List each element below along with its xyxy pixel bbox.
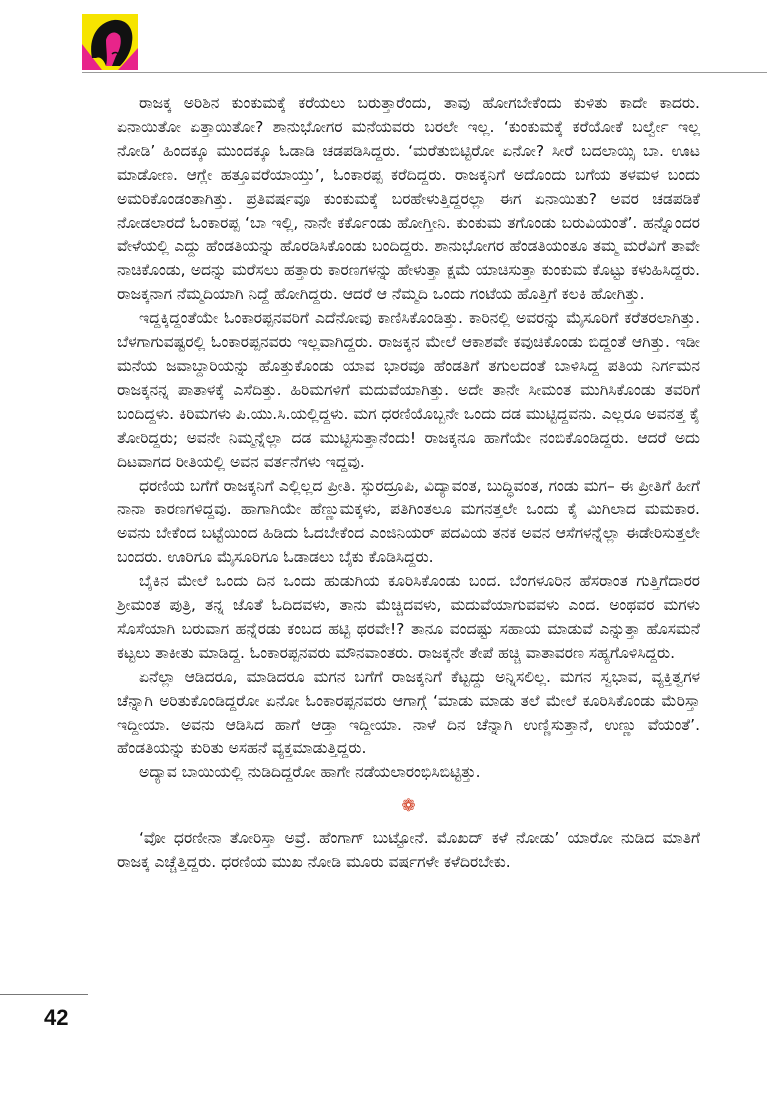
footer-divider [0, 994, 88, 995]
paragraph: ‘ವೋ ಧರಣೀನಾ ತೋರಿಸ್ತಾ ಅವ್ರೆ. ಹೆಂಗಾಗ್ ಬುಟ್ಟೋನೆ. ಮೊಖದ್ ಕಳೆ ನೋಡು’ ಯಾರೋ ನುಡಿದ ಮಾತಿಗೆ ರಾಜಕ್ಕ ಎಚ್ಚೆತ್ತಿದ್ದರು. ಧರಣಿಯ ಮುಖ ನೋಡಿ ಮೂರು ವರ್ಷಗಳೇ ಕಳೆದಿರಬೇಕು. [117, 829, 700, 872]
paragraph: ಇದ್ದಕ್ಕಿದ್ದಂತೆಯೇ ಓಂಕಾರಪ್ಪನವರಿಗೆ ಎದೆನೋವು ಕಾಣಿಸಿಕೊಂಡಿತ್ತು. ಕಾರಿನಲ್ಲಿ ಅವರನ್ನು ಮೈಸೂರಿಗೆ ಕರೆತರಲಾಗಿತ್ತು. ಬೆಳಗಾಗುವಷ್ಟರಲ್ಲಿ ಓಂಕಾರಪ್ಪನವರು ಇಲ್ಲವಾಗಿದ್ದರು. ರಾಜಕ್ಕನ ಮೇಲೆ ಆಕಾಶವೇ ಕವುಚಿಕೊಂಡು ಬಿದ್ದಂತೆ ಆಗಿತ್ತು. ಇಡೀ ಮನೆಯ ಜವಾಬ್ದಾರಿಯನ್ನು ಹೊತ್ತುಕೊಂಡು ಯಾವ ಭಾರವೂ ಹೆಂಡತಿಗೆ ತಗುಲದಂತೆ ಬಾಳಿಸಿದ್ದ ಪತಿಯ ನಿರ್ಗಮನ ರಾಜಕ್ಕನನ್ನ ಪಾತಾಳಕ್ಕೆ ಎಸೆದಿತ್ತು. ಹಿರಿಮಗಳಿಗೆ ಮದುವೆಯಾಗಿತ್ತು. ಅದೇ ತಾನೇ ಸೀಮಂತ ಮುಗಿಸಿಕೊಂಡು ತವರಿಗೆ ಬಂದಿದ್ದಳು. ಕಿರಿಮಗಳು ಪಿ.ಯು.ಸಿ.ಯಲ್ಲಿದ್ದಳು. ಮಗ ಧರಣಿಯೊಬ್ಬನೇ ಒಂದು ದಡ ಮುಟ್ಟಿದ್ದವನು. ಎಲ್ಲರೂ ಅವನತ್ತ ಕೈ ತೋರಿದ್ದರು; ಅವನೇ ನಿಮ್ಮನ್ನೆಲ್ಲಾ ದಡ ಮುಟ್ಟಿಸುತ್ತಾನೆಂದು! ರಾಜಕ್ಕನೂ ಹಾಗೆಯೇ ನಂಬಿಕೊಂಡಿದ್ದರು. ಆದರೆ ಅದು ದಿಟವಾಗದ ರೀತಿಯಲ್ಲಿ ಅವನ ವರ್ತನೆಗಳು ಇದ್ದವು. [117, 309, 700, 471]
paragraph: ಧರಣಿಯ ಬಗೆಗೆ ರಾಜಕ್ಕನಿಗೆ ಎಲ್ಲಿಲ್ಲದ ಪ್ರೀತಿ. ಸ್ಫುರದ್ರೂಪಿ, ವಿದ್ಯಾವಂತ, ಬುದ್ಧಿವಂತ, ಗಂಡು ಮಗ– ಈ ಪ್ರೀತಿಗೆ ಹೀಗೆ ನಾನಾ ಕಾರಣಗಳಿದ್ದವು. ಹಾಗಾಗಿಯೇ ಹೆಣ್ಣುಮಕ್ಕಳು, ಪತಿಗಿಂತಲೂ ಮಗನತ್ತಲೇ ಒಂದು ಕೈ ಮಿಗಿಲಾದ ಮಮಕಾರ. ಅವನು ಬೇಕೆಂದ ಬಟ್ಟೆಯಿಂದ ಹಿಡಿದು ಓದಬೇಕೆಂದ ಎಂಜಿನಿಯರ್ ಪದವಿಯ ತನಕ ಅವನ ಆಸೆಗಳನ್ನೆಲ್ಲಾ ಈಡೇರಿಸುತ್ತಲೇ ಬಂದರು. ಊರಿಗೂ ಮೈಸೂರಿಗೂ ಓಡಾಡಲು ಬೈಕು ಕೊಡಿಸಿದ್ದರು. [117, 476, 700, 567]
header-divider [82, 72, 767, 73]
woman-profile-icon [82, 14, 138, 70]
paragraph: ಬೈಕಿನ ಮೇಲೆ ಒಂದು ದಿನ ಒಂದು ಹುಡುಗಿಯ ಕೂರಿಸಿಕೊಂಡು ಬಂದ. ಬೆಂಗಳೂರಿನ ಹೆಸರಾಂತ ಗುತ್ತಿಗೆದಾರರ ಶ್ರೀಮಂತ ಪುತ್ರಿ, ತನ್ನ ಜೊತೆ ಓದಿದವಳು, ತಾನು ಮೆಚ್ಚಿದವಳು, ಮದುವೆಯಾಗುವವಳು ಎಂದ. ಅಂಥವರ ಮಗಳು ಸೊಸೆಯಾಗಿ ಬರುವಾಗ ಹನ್ನೆರಡು ಕಂಬದ ಹಟ್ಟಿ ಥರವೇ!? ತಾನೂ ವಂದಷ್ಟು ಸಹಾಯ ಮಾಡುವೆ ಎನ್ನುತ್ತಾ ಹೊಸಮನೆ ಕಟ್ಟಲು ತಾಕೀತು ಮಾಡಿದ್ದ. ಓಂಕಾರಪ್ಪನವರು ಮೌನವಾಂತರು. ರಾಜಕ್ಕನೇ ತೇಪೆ ಹಚ್ಚಿ ವಾತಾವರಣ ಸಹ್ಯಗೊಳಿಸಿದ್ದರು. [117, 572, 700, 662]
paragraph: ಏನೆಲ್ಲಾ ಆಡಿದರೂ, ಮಾಡಿದರೂ ಮಗನ ಬಗೆಗೆ ರಾಜಕ್ಕನಿಗೆ ಕೆಟ್ಟದ್ದು ಅನ್ನಿಸಲಿಲ್ಲ. ಮಗನ ಸ್ವಭಾವ, ವ್ಯಕ್ತಿತ್ವಗಳ ಚೆನ್ನಾಗಿ ಅರಿತುಕೊಂಡಿದ್ದರೋ ಏನೋ ಓಂಕಾರಪ್ಪನವರು ಆಗಾಗ್ಗೆ ‘ಮಾಡು ಮಾಡು ತಲೆ ಮೇಲೆ ಕೂರಿಸಿಕೊಂಡು ಮೆರಿಸ್ತಾ ಇದ್ದೀಯಾ. ಅವನು ಆಡಿಸಿದ ಹಾಗೆ ಆಡ್ತಾ ಇದ್ದೀಯಾ. ನಾಳೆ ದಿನ ಚೆನ್ನಾಗಿ ಉಣ್ಣಿಸುತ್ತಾನೆ, ಉಣ್ಣು ವೆಯಂತೆ’. ಹೆಂಡತಿಯನ್ನು ಕುರಿತು ಅಸಹನೆ ವ್ಯಕ್ತಮಾಡುತ್ತಿದ್ದರು. [117, 667, 700, 758]
paragraph: ರಾಜಕ್ಕ ಅರಿಶಿನ ಕುಂಕುಮಕ್ಕೆ ಕರೆಯಲು ಬರುತ್ತಾರೆಂದು, ತಾವು ಹೋಗಬೇಕೆಂದು ಕುಳಿತು ಕಾದೇ ಕಾದರು. ಏನಾಯಿತೋ ಏತ್ತಾಯಿತೋ? ಶಾನುಭೋಗರ ಮನೆಯವರು ಬರಲೇ ಇಲ್ಲ. ‘ಕುಂಕುಮಕ್ಕೆ ಕರೆಯೋಕೆ ಬರ್ಲ್ವೇ ಇಲ್ಲ ನೋಡಿ’ ಹಿಂದಕ್ಕೂ ಮುಂದಕ್ಕೂ ಓಡಾಡಿ ಚಡಪಡಿಸಿದ್ದರು. ‘ಮರೆತುಬಿಟ್ಟಿರೋ ಏನೋ? ಸೀರೆ ಬದಲಾಯ್ಸಿ ಬಾ. ಊಟ ಮಾಡೋಣ. ಆಗ್ಲೇ ಹತ್ತೂವರೆಯಾಯ್ತು’, ಓಂಕಾರಪ್ಪ ಕರೆದಿದ್ದರು. ರಾಜಕ್ಕನಿಗೆ ಅದೊಂದು ಬಗೆಯ ತಳಮಳ ಬಂದು ಅಮರಿಕೊಂಡಂತಾಗಿತ್ತು. ಪ್ರತಿವರ್ಷವೂ ಕುಂಕುಮಕ್ಕೆ ಬರಹೇಳುತ್ತಿದ್ದರಲ್ಲಾ ಈಗ ಏನಾಯಿತು? ಅವರ ಚಡಪಡಿಕೆ ನೋಡಲಾರದೆ ಓಂಕಾರಪ್ಪ ‘ಬಾ ಇಲ್ಲಿ, ನಾನೇ ಕರ್ಕೊಂಡು ಹೋಗ್ತೀನಿ. ಕುಂಕುಮ ತಗೊಂಡು ಬರುವಿಯಂತೆ’. ಹನ್ನೊಂದರ ವೇಳೆಯಲ್ಲಿ ಎದ್ದು ಹೆಂಡತಿಯನ್ನು ಹೊರಡಿಸಿಕೊಂಡು ಬಂದಿದ್ದರು. ಶಾನುಭೋಗರ ಹೆಂಡತಿಯಂತೂ ತಮ್ಮ ಮರೆವಿಗೆ ತಾವೇ ನಾಚಿಕೊಂಡು, ಅದನ್ನು ಮರೆಸಲು ಹತ್ತಾರು ಕಾರಣಗಳನ್ನು ಹೇಳುತ್ತಾ ಕ್ಷಮೆ ಯಾಚಿಸುತ್ತಾ ಕುಂಕುಮ ಕೊಟ್ಟು ಕಳುಹಿಸಿದ್ದರು. ರಾಜಕ್ಕನಾಗ ನೆಮ್ಮದಿಯಾಗಿ ನಿದ್ದೆ ಹೋಗಿದ್ದರು. ಆದರೆ ಆ ನೆಮ್ಮದಿ ಒಂದು ಗಂಟೆಯ ಹೊತ್ತಿಗೆ ಕಲಕಿ ಹೋಗಿತ್ತು. [117, 94, 700, 304]
magazine-logo [82, 14, 138, 70]
paragraph: ಅದ್ಯಾವ ಬಾಯಿಯಲ್ಲಿ ನುಡಿದಿದ್ದರೋ ಹಾಗೇ ನಡೆಯಲಾರಂಭಿಸಿಬಿಟ್ಟಿತ್ತು. [139, 763, 481, 782]
page-number: 42 [44, 1005, 69, 1030]
article-body [117, 92, 700, 875]
section-break-ornament-icon: ❁ [401, 796, 416, 817]
